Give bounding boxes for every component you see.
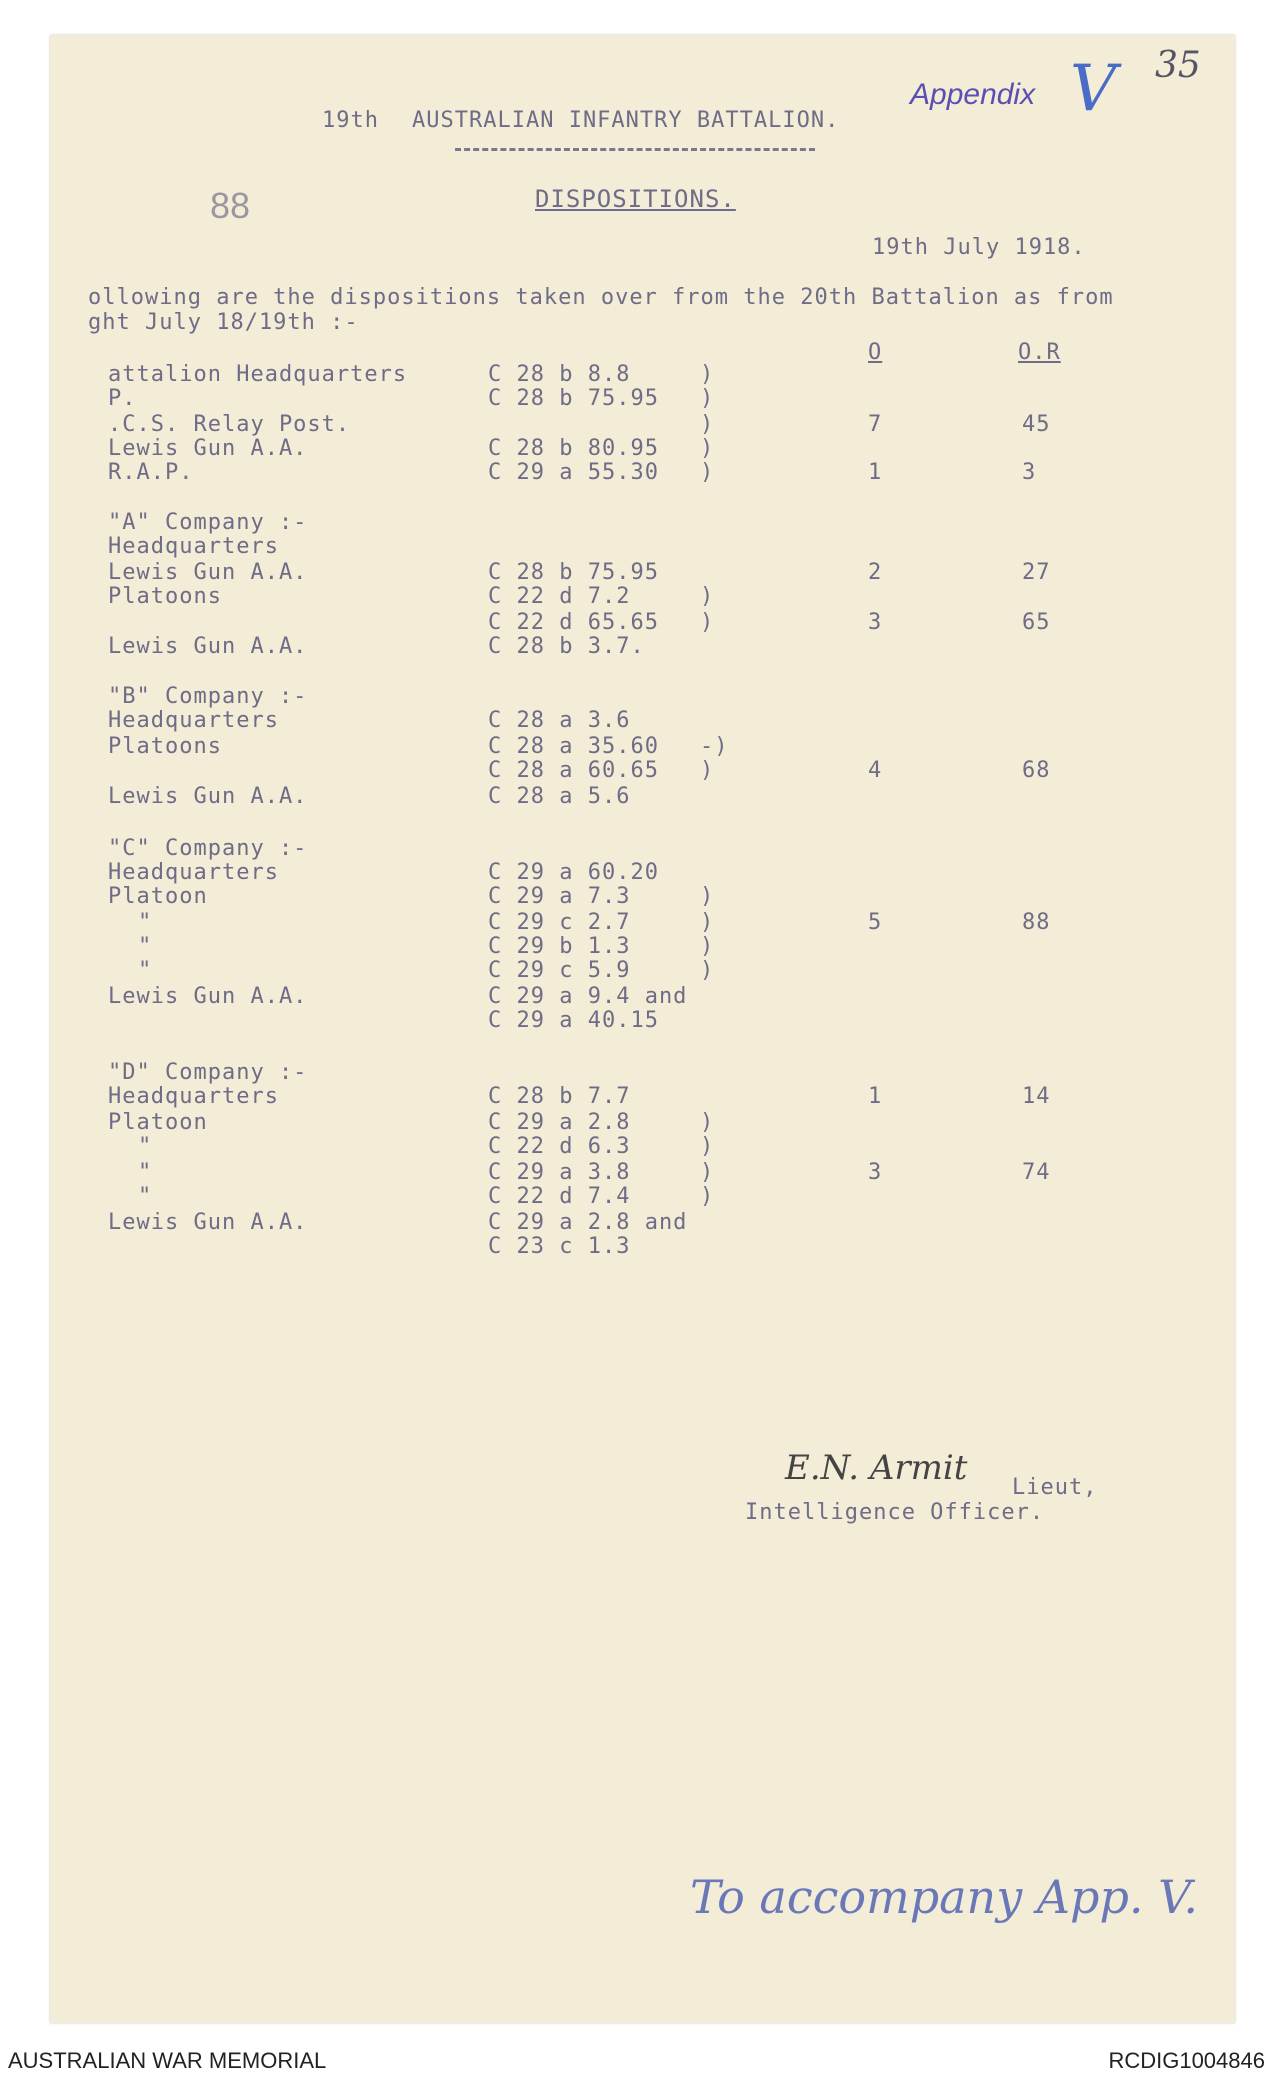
row-bracket: ) <box>700 758 715 783</box>
row-label: .C.S. Relay Post. <box>108 412 351 437</box>
signatory-title: Intelligence Officer. <box>745 1500 1045 1525</box>
row-label: Headquarters <box>108 534 279 559</box>
appendix-mark: V <box>1070 52 1117 126</box>
row-map-reference: C 28 b 3.7. <box>488 634 645 659</box>
row-map-reference: C 28 b 75.95 <box>488 560 659 585</box>
row-label: Lewis Gun A.A. <box>108 984 308 1009</box>
row-officers: 4 <box>868 758 883 783</box>
row-label: " <box>138 1134 153 1159</box>
intro-line-1: ollowing are the dispositions taken over from the 20th Battalion as from <box>88 285 1114 310</box>
row-bracket: ) <box>700 386 715 411</box>
row-other-ranks: 14 <box>1022 1084 1051 1109</box>
row-map-reference: C 28 a 3.6 <box>488 708 631 733</box>
row-map-reference: C 28 a 5.6 <box>488 784 631 809</box>
battalion-number: 19th <box>322 108 379 133</box>
row-other-ranks: 88 <box>1022 910 1051 935</box>
row-map-reference: C 22 d 7.2 <box>488 584 631 609</box>
signature: E.N. Armit <box>785 1448 968 1488</box>
row-bracket: ) <box>700 958 715 983</box>
row-label: R.A.P. <box>108 460 194 485</box>
row-bracket: ) <box>700 1160 715 1185</box>
row-officers: 3 <box>868 610 883 635</box>
row-officers: 1 <box>868 460 883 485</box>
folio-mark: 88 <box>210 185 251 226</box>
column-header-officers: O <box>868 340 883 365</box>
row-label: Lewis Gun A.A. <box>108 634 308 659</box>
row-label: Headquarters <box>108 1084 279 1109</box>
row-other-ranks: 65 <box>1022 610 1051 635</box>
row-officers: 3 <box>868 1160 883 1185</box>
row-map-reference: C 29 a 2.8 <box>488 1110 631 1135</box>
row-label: P. <box>108 386 137 411</box>
row-bracket: ) <box>700 362 715 387</box>
page-number: 35 <box>1155 45 1201 86</box>
footer-reference: RCDIG1004846 <box>1108 2048 1265 2073</box>
row-map-reference: C 29 a 40.15 <box>488 1008 659 1033</box>
row-label: " <box>138 1184 153 1209</box>
row-other-ranks: 74 <box>1022 1160 1051 1185</box>
row-bracket: ) <box>700 1184 715 1209</box>
row-bracket: ) <box>700 610 715 635</box>
row-map-reference: C 29 b 1.3 <box>488 934 631 959</box>
row-bracket: ) <box>700 884 715 909</box>
appendix-stamp: Appendix <box>910 78 1036 111</box>
row-bracket: ) <box>700 584 715 609</box>
row-other-ranks: 27 <box>1022 560 1051 585</box>
row-label: Lewis Gun A.A. <box>108 1210 308 1235</box>
row-label: "A" Company :- <box>108 510 308 535</box>
header-underline <box>455 148 815 151</box>
row-map-reference: C 22 d 65.65 <box>488 610 659 635</box>
row-label: Headquarters <box>108 708 279 733</box>
row-bracket: ) <box>700 1134 715 1159</box>
row-label: Platoons <box>108 734 222 759</box>
row-label: Platoon <box>108 1110 208 1135</box>
column-header-other-ranks: O.R <box>1018 340 1061 365</box>
row-label: Lewis Gun A.A. <box>108 436 308 461</box>
row-label: Lewis Gun A.A. <box>108 784 308 809</box>
row-label: " <box>138 1160 153 1185</box>
row-map-reference: C 29 a 55.30 <box>488 460 659 485</box>
row-label: " <box>138 958 153 983</box>
row-bracket: ) <box>700 1110 715 1135</box>
row-bracket: ) <box>700 910 715 935</box>
footer-institution: AUSTRALIAN WAR MEMORIAL <box>8 2048 327 2073</box>
row-map-reference: C 28 b 7.7 <box>488 1084 631 1109</box>
row-officers: 5 <box>868 910 883 935</box>
row-label: " <box>138 934 153 959</box>
row-bracket: ) <box>700 436 715 461</box>
row-other-ranks: 68 <box>1022 758 1051 783</box>
row-officers: 1 <box>868 1084 883 1109</box>
row-map-reference: C 28 b 75.95 <box>488 386 659 411</box>
row-label: "B" Company :- <box>108 684 308 709</box>
row-map-reference: C 22 d 6.3 <box>488 1134 631 1159</box>
row-bracket: ) <box>700 934 715 959</box>
row-map-reference: C 28 b 8.8 <box>488 362 631 387</box>
document-date: 19th July 1918. <box>872 235 1086 260</box>
row-label: Platoons <box>108 584 222 609</box>
row-map-reference: C 29 c 2.7 <box>488 910 631 935</box>
row-officers: 2 <box>868 560 883 585</box>
row-label: " <box>138 910 153 935</box>
row-label: attalion Headquarters <box>108 362 408 387</box>
row-label: "D" Company :- <box>108 1060 308 1085</box>
row-bracket: ) <box>700 412 715 437</box>
row-map-reference: C 22 d 7.4 <box>488 1184 631 1209</box>
page-title: DISPOSITIONS. <box>535 185 736 213</box>
row-map-reference: C 29 a 60.20 <box>488 860 659 885</box>
battalion-name: AUSTRALIAN INFANTRY BATTALION. <box>412 108 840 133</box>
row-bracket: -) <box>700 734 729 759</box>
row-map-reference: C 29 c 5.9 <box>488 958 631 983</box>
row-map-reference: C 29 a 2.8 and <box>488 1210 688 1235</box>
row-map-reference: C 29 a 9.4 and <box>488 984 688 1009</box>
row-map-reference: C 23 c 1.3 <box>488 1234 631 1259</box>
row-officers: 7 <box>868 412 883 437</box>
row-label: "C" Company :- <box>108 836 308 861</box>
row-label: Platoon <box>108 884 208 909</box>
row-map-reference: C 29 a 3.8 <box>488 1160 631 1185</box>
row-bracket: ) <box>700 460 715 485</box>
row-label: Lewis Gun A.A. <box>108 560 308 585</box>
row-map-reference: C 28 a 35.60 <box>488 734 659 759</box>
row-other-ranks: 45 <box>1022 412 1051 437</box>
intro-line-2: ght July 18/19th :- <box>88 310 359 335</box>
signatory-rank: Lieut, <box>1012 1475 1098 1500</box>
row-label: Headquarters <box>108 860 279 885</box>
handwritten-note: To accompany App. V. <box>690 1870 1198 1924</box>
row-map-reference: C 29 a 7.3 <box>488 884 631 909</box>
row-other-ranks: 3 <box>1022 460 1037 485</box>
row-map-reference: C 28 a 60.65 <box>488 758 659 783</box>
row-map-reference: C 28 b 80.95 <box>488 436 659 461</box>
